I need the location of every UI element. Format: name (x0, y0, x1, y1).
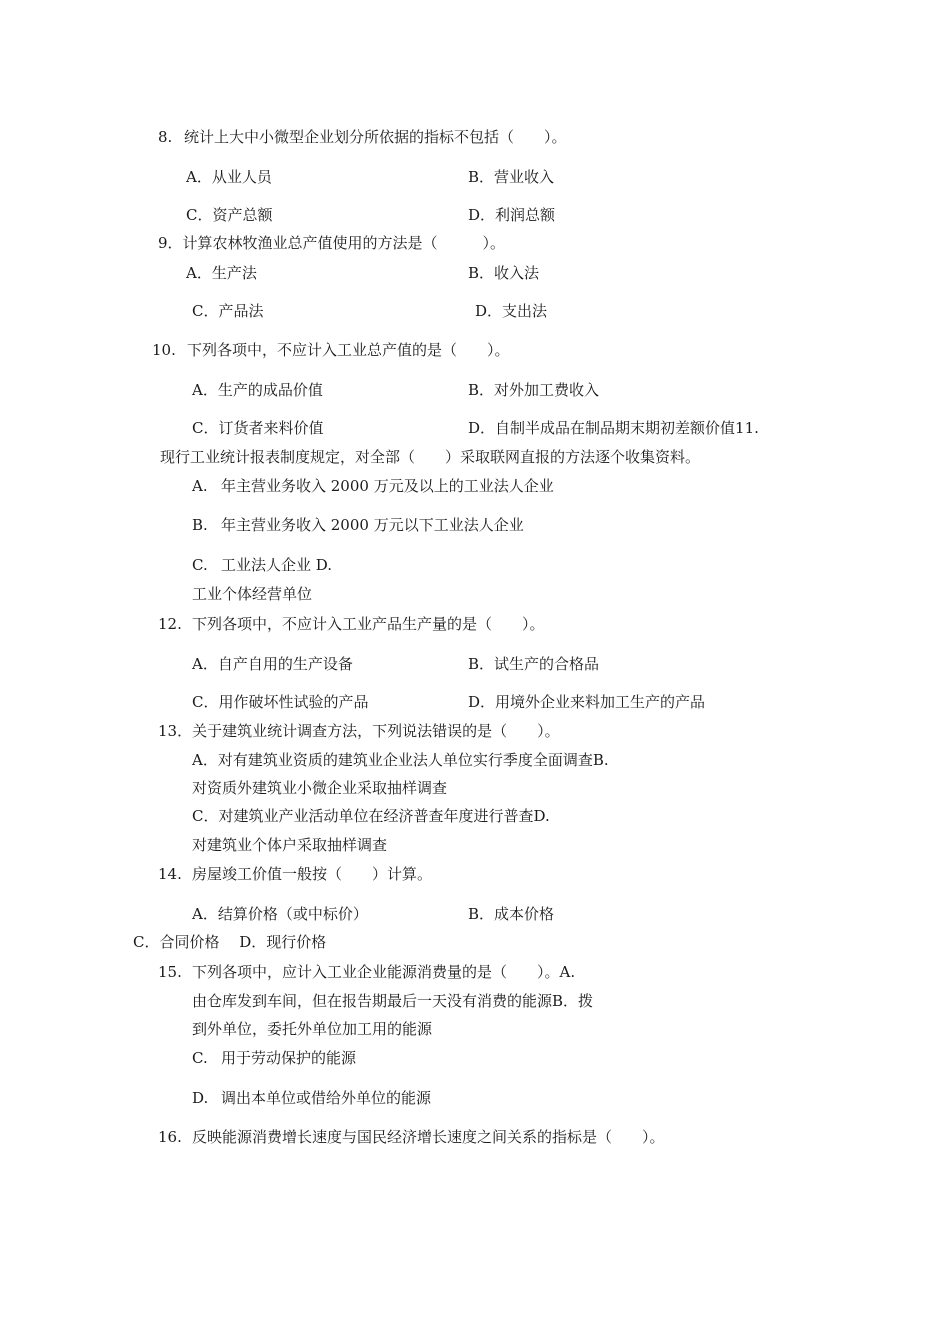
q15-option-c-label: C. (192, 1049, 208, 1067)
q14-options-cd: C．合同价格 D．现行价格 (133, 933, 327, 951)
q11-option-a-label: A. (192, 477, 208, 495)
q14-option-a: A．结算价格（或中标价） (192, 905, 368, 923)
q12-option-a: A．自产自用的生产设备 (192, 655, 353, 673)
q15-line-1: 由仓库发到车间，但在报告期最后一天没有消费的能源B．拨 (192, 992, 594, 1010)
q13-line-2: 对资质外建筑业小微企业采取抽样调查 (192, 779, 448, 797)
q11-option-d: 工业个体经营单位 (192, 585, 313, 603)
q13-line-4: 对建筑业个体户采取抽样调查 (192, 836, 388, 854)
q15-option-d: 调出本单位或借给外单位的能源 (221, 1089, 432, 1107)
q14-option-b: B．成本价格 (468, 905, 555, 923)
q15-line-2: 到外单位，委托外单位加工用的能源 (192, 1020, 433, 1038)
q9-option-a: A．生产法 (186, 264, 257, 282)
q8-option-d: D．利润总额 (468, 206, 556, 224)
q13-line-1: A．对有建筑业资质的建筑业企业法人单位实行季度全面调查B. (192, 751, 609, 769)
q12-option-b: B．试生产的合格品 (468, 655, 600, 673)
q11-option-c: 工业法人企业 D. (221, 556, 333, 574)
q13-line-3: C．对建筑业产业活动单位在经济普查年度进行普查D. (192, 807, 550, 825)
q11-option-b-label: B. (192, 516, 208, 534)
q16-question: 反映能源消费增长速度与国民经济增长速度之间关系的指标是（ ）。 (192, 1128, 665, 1146)
q10-question: 下列各项中，不应计入工业总产值的是（ ）。 (187, 341, 510, 359)
q16-number: 16. (158, 1128, 182, 1146)
q9-option-d: D．支出法 (475, 302, 548, 320)
q12-number: 12. (158, 615, 182, 633)
q15-question: 下列各项中，应计入工业企业能源消费量的是（ ）。A. (192, 963, 576, 981)
q8-option-a: A．从业人员 (186, 168, 272, 186)
q10-option-c: C．订货者来料价值 (192, 419, 324, 437)
q11-option-b: 年主营业务收入 2000 万元以下工业法人企业 (221, 516, 524, 534)
q8-question: 统计上大中小微型企业划分所依据的指标不包括（ ）。 (184, 128, 567, 146)
q12-option-c: C．用作破坏性试验的产品 (192, 693, 369, 711)
q8-number: 8. (158, 128, 173, 146)
q11-option-c-label: C. (192, 556, 208, 574)
q15-option-c: 用于劳动保护的能源 (221, 1049, 357, 1067)
q13-question: 13．关于建筑业统计调查方法，下列说法错误的是（ ）。 (158, 722, 560, 740)
q10-number: 10. (152, 341, 176, 359)
q8-option-b: B．营业收入 (468, 168, 555, 186)
q10-option-b: B．对外加工费收入 (468, 381, 600, 399)
q15-option-d-label: D. (192, 1089, 209, 1107)
q10-option-d: D．自制半成品在制品期末期初差额价值11. (468, 419, 759, 437)
q9-option-b: B．收入法 (468, 264, 540, 282)
q9-question: 9．计算农林牧渔业总产值使用的方法是（ ）。 (158, 234, 506, 252)
q11-option-a: 年主营业务收入 2000 万元及以上的工业法人企业 (221, 477, 554, 495)
q14-question: 房屋竣工价值一般按（ ）计算。 (192, 865, 433, 883)
q9-option-c: C．产品法 (192, 302, 264, 320)
q14-number: 14. (158, 865, 182, 883)
q15-number: 15. (158, 963, 182, 981)
q8-option-c: C．资产总额 (186, 206, 273, 224)
q10-option-a: A．生产的成品价值 (192, 381, 323, 399)
q11-question: 现行工业统计报表制度规定，对全部（ ）采取联网直报的方法逐个收集资料。 (160, 448, 701, 466)
q12-option-d: D．用境外企业来料加工生产的产品 (468, 693, 706, 711)
q12-question: 下列各项中，不应计入工业产品生产量的是（ ）。 (192, 615, 545, 633)
